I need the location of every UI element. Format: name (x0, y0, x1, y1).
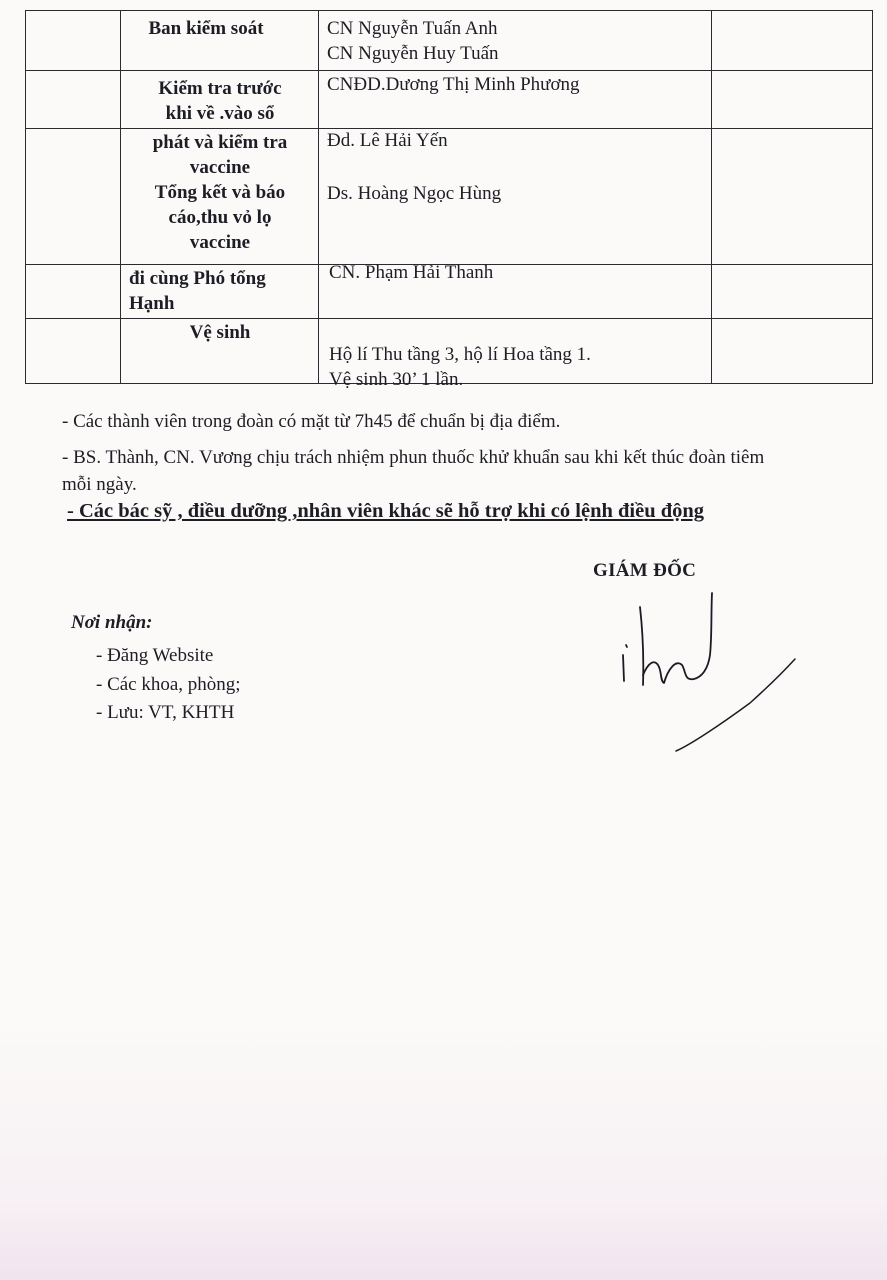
names-cell (329, 342, 709, 392)
task-text: Hạnh (129, 293, 175, 314)
names-text: Đd. Lê Hải Yến (327, 130, 448, 151)
table-line (872, 10, 873, 384)
names-text: Ds. Hoàng Ngọc Hùng (327, 183, 502, 204)
task-text: đi cùng Phó tổng (129, 268, 266, 289)
task-cell (121, 16, 291, 41)
names-text: CN Nguyễn Tuấn Anh (327, 18, 498, 39)
names-text: CN Nguyễn Huy Tuấn (327, 43, 499, 64)
note-arrival: - Các thành viên trong đoàn có mặt từ 7h45 để chuẩn bị địa điểm. (62, 411, 561, 432)
task-text: cáo,thu vỏ lọ (168, 207, 272, 228)
task-text: Vệ sinh (189, 322, 251, 343)
names-cell (327, 128, 707, 206)
task-cell (125, 320, 315, 345)
table-line (711, 10, 712, 384)
recipient-item: - Lưu: VT, KHTH (96, 702, 235, 723)
table-line (25, 70, 873, 71)
names-cell (329, 260, 709, 285)
task-text: khi về .vào sổ (165, 103, 275, 124)
director-title: GIÁM ĐỐC (593, 560, 697, 581)
names-cell (327, 72, 707, 97)
table-line (25, 10, 873, 11)
names-cell (327, 16, 707, 66)
task-text: vaccine (189, 232, 251, 253)
note-disinfection: - BS. Thành, CN. Vương chịu trách nhiệm phun thuốc khử khuẩn sau khi kết thúc đoàn tiêm mỗi ngày. (62, 447, 765, 495)
task-cell (129, 266, 319, 316)
names-text: Vệ sinh 30’ 1 lần. (329, 369, 464, 390)
table-line (120, 10, 121, 384)
table-line (25, 10, 26, 384)
assignment-table (25, 10, 873, 390)
task-cell (125, 130, 315, 255)
names-text: CNĐD.Dương Thị Minh Phương (327, 74, 580, 95)
task-text: Tổng kết và báo (154, 182, 286, 203)
recipient-item: - Các khoa, phòng; (96, 674, 241, 695)
names-text: Hộ lí Thu tầng 3, hộ lí Hoa tầng 1. (329, 344, 591, 365)
note-support-staff: - Các bác sỹ , điều dưỡng ,nhân viên khác sẽ hỗ trợ khi có lệnh điều động (67, 500, 705, 522)
task-cell (125, 76, 315, 126)
table-line (25, 318, 873, 319)
recipients-title: Nơi nhận: (71, 612, 153, 633)
director-signature (610, 585, 810, 765)
task-text: Ban kiểm soát (148, 18, 264, 39)
paper-tint (0, 1020, 887, 1280)
task-text: vaccine (189, 157, 251, 178)
table-line (318, 10, 319, 384)
names-text: CN. Phạm Hải Thanh (329, 262, 494, 283)
task-text: Kiểm tra trước (158, 78, 282, 99)
recipient-item: - Đăng Website (96, 645, 214, 666)
task-text: phát và kiểm tra (152, 132, 288, 153)
